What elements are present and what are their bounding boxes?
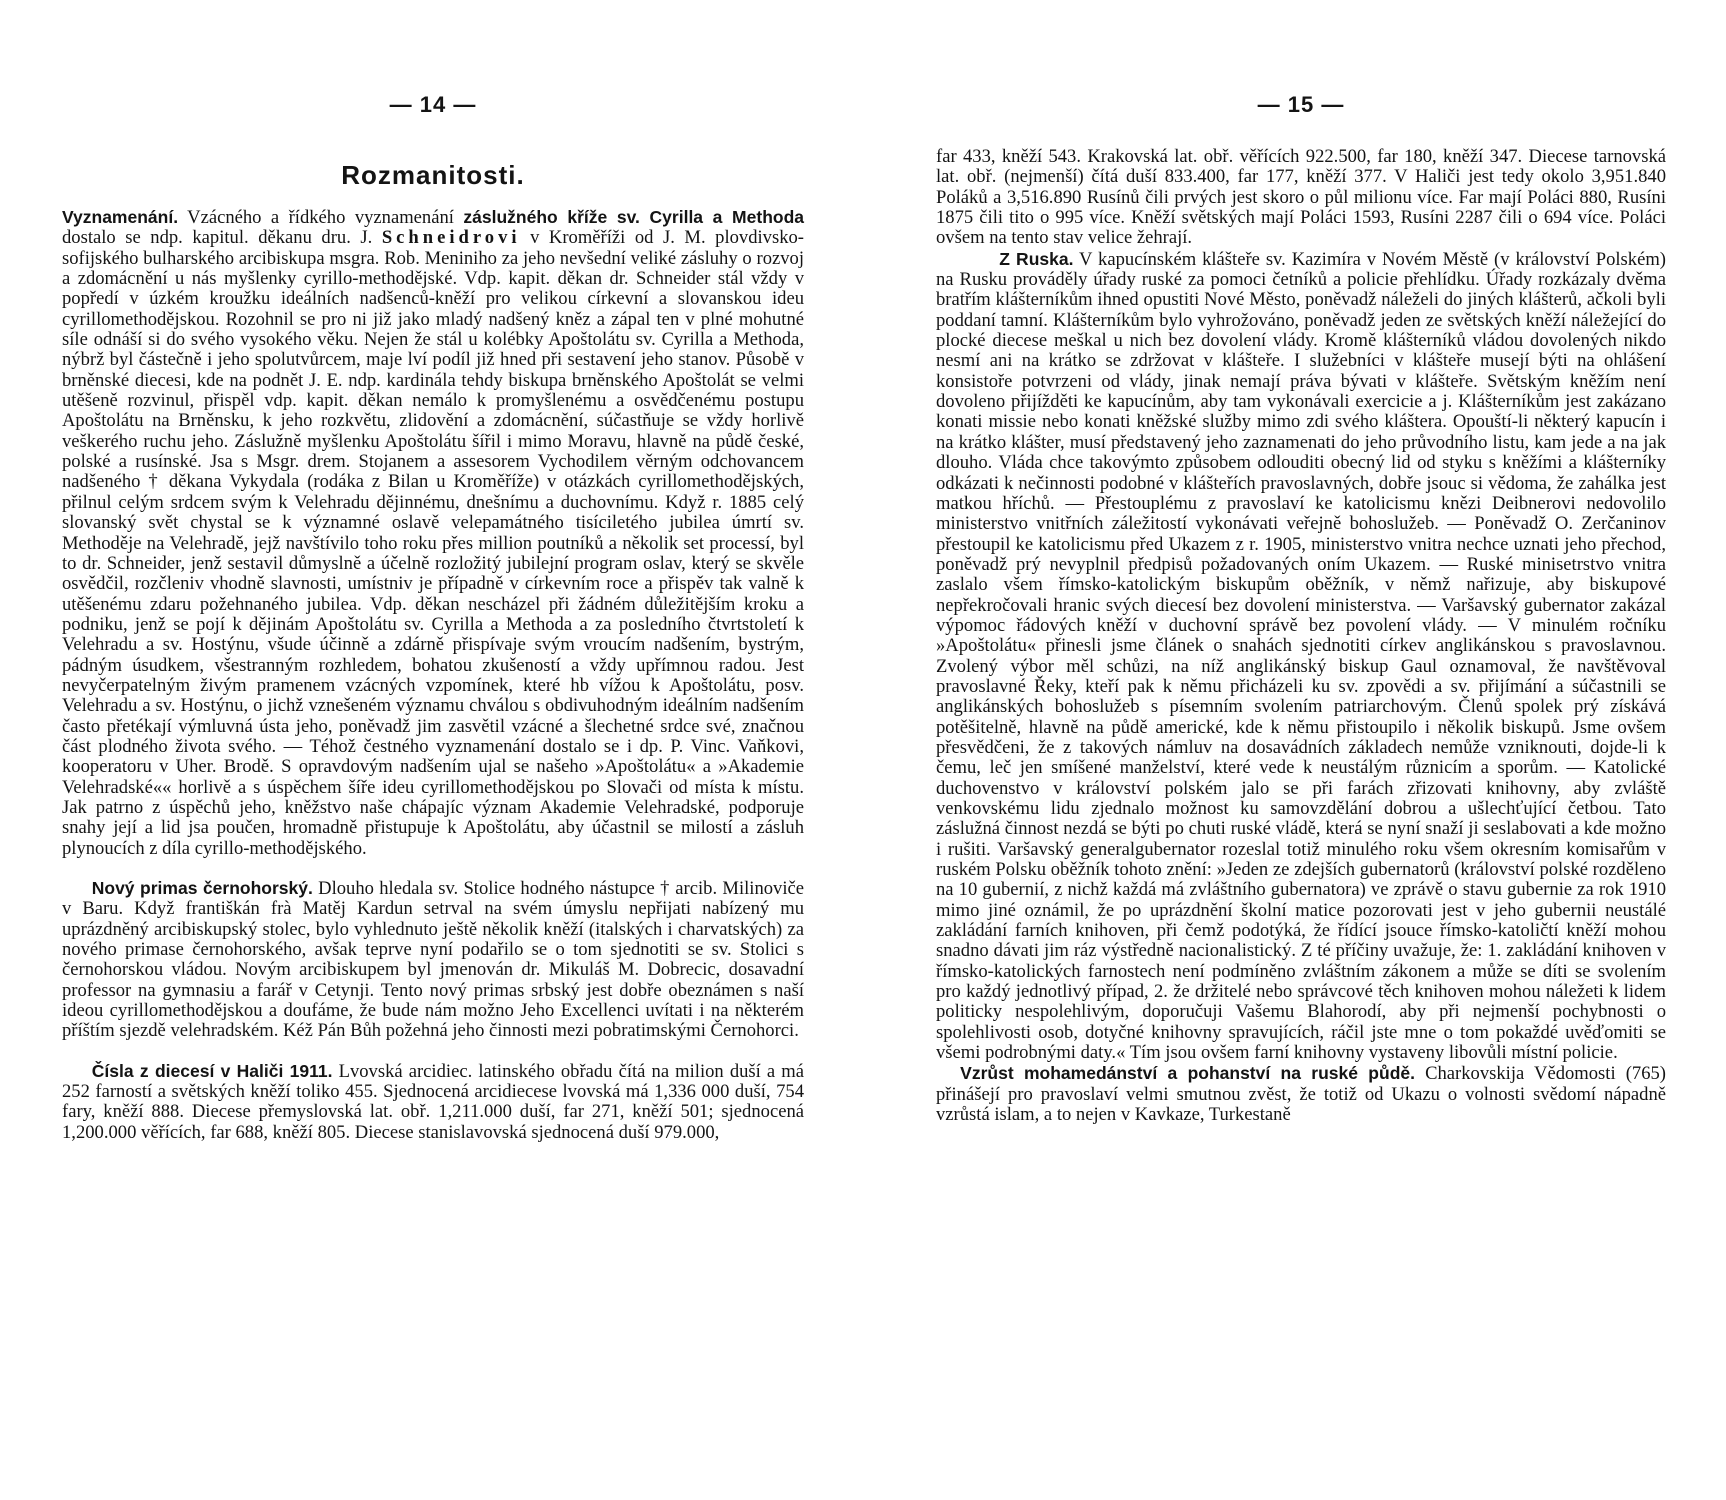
- article-cisla: [62, 1061, 804, 1143]
- article-text: v Kroměříži od J. M. plovdivsko-sofijského bulharského arcibiskupa msgra. Rob. Meniniho za jeho nevšední veliké zásluhy o rozvoj a zdomácnění u nás myšlenky cyrillo-methodějské. Vdp. kapit. děkan dr. Schneider stál vždy v popředí v úzkém kroužku ideálních nadšenců-kněží pro velikou církevní a slovanskou ideu cyrillomethodějskou. Rozohnil se pro ni již jako mladý nadšený kněz a zápal ten v plné mohutné síle odnáší si do svého vysokého věku. Nejen že stál u kolébky Apoštolátu sv. Cyrilla a Methoda, nýbrž byl částečně i jeho spolutvůrcem, maje lví podíl již hned při sestavení jeho stanov. Působě v brněnské diecesi, kde na podnět J. E. ndp. kardinála tehdy biskupa brněnského Apoštolát se velmi utěšeně rozvinul, přispěl vdp. kapit. děkan nemálo k promyšlenému a osvědčenému postupu Apoštolátu na Brněnsku, k jeho rozkvětu, zlidovění a zdomácnění, súčastňuje se vždy horlivě veškerého ruchu jeho. Záslužně myšlenku Apoštolátu šířil i mimo Moravu, hlavně na půdě české, polské a rusínské. Jsa s Msgr. drem. Stojanem a assesorem Vychodilem věrným odchovancem nadšeného † děkana Vykydala (rodáka z Bilan u Kroměříže) v otázkách cyrillomethodějských, přilnul celým srdcem svým k Velehradu dějinnému, dnešnímu a duchovnímu. Když r. 1885 celý slovanský svět chystal se k významné oslavě velepamátného tisíciletého jubilea úmrtí sv. Methoděje na Velehradě, jejž navštívilo toho roku přes million poutníků a několik set processí, byl to dr. Schneider, jenž sestavil důmyslně a účelně rozložitý jubilejní program oslav, který se skvěle osvědčil, rozčleniv vhodně slavnosti, umístniv je případně v církevním roce a přispěv tak valně k utěšenému zdaru požehnaného jubilea. Vdp. děkan nescházel při žádném důležitějším kroku a podniku, jenž se pojí k dějinám Apoštolátu sv. Cyrilla a Methoda a za posledního čtvrtstoletí k Velehradu a sv. Hostýnu, všude účinně a zdárně přispívaje svým vroucím nadšením, bystrým, pádným úsudkem, všestranným rozhledem, bohatou zkušeností a vždy upřímnou radou. Jest nevyčerpatelným živým pramenem vzácných vzpomínek, které hb vížou k Apoštolátu, posv. Velehradu a sv. Hostýnu, o jichž vznešeném významu chválou s obdivuhodným ideálním nadšením často přetékají výmluvná ústa jeho, poněvadž jim zasvětil vzácné a šlechetné srdce své, značnou část plodného života svého. — Téhož čestného vyznamenání dostalo se i dp. P. Vinc. Vaňkovi, kooperatoru v Uher. Brodě. S opravdovým nadšením ujal se našeho »Apoštolátu« a »Akademie Velehradské«« horlivě a s úspěchem šíře ideu cyrillomethodějskou po Slovači od místa k místu. Jak patrno z úspěchů jeho, kněžstvo naše chápajíc význam Akademie Velehradské, podporuje snahy její a lid jsa poučen, hromadně přistupuje k Apoštolátu, aby účastnil se milostí a zásluh plynoucích z díla cyrillo-methodějského.: [62, 227, 804, 859]
- article-emphasis: záslužného kříže sv. Cyrilla a Methoda: [463, 207, 804, 227]
- article-heading: Vyznamenání.: [62, 207, 179, 227]
- article-heading: Nový primas černohorský.: [91, 878, 313, 898]
- article-text: Charkovskija Vědomosti (765) přinášejí pro pravoslaví velmi smutnou zvěst, že totiž od Ukazu o volnosti svědomí nápadně vzrůstá islam, a to nejen v Kavkaze, Turkestaně: [936, 1063, 1666, 1126]
- article-heading: Čísla z diecesí v Haliči 1911.: [91, 1060, 333, 1081]
- article-primas: [62, 878, 804, 1042]
- page-title: Rozmanitosti.: [341, 160, 525, 190]
- page-number: — 14 —: [389, 92, 477, 117]
- spaced-name: Schneidrovi: [381, 227, 521, 249]
- article-text: V kapucínském klášteře sv. Kazimíra v Novém Městě (v království Polském) na Rusku prováděly úřady ruské za pomoci četníků a policie přehlídku. Úřady rozkázaly dvěma bratřím klášterníkům ihned opustiti Nové Město, poněvadž náleželi do jiných klášterů, ačkoli byli poddaní tamní. Klášterníkům bylo vyhrožováno, poněvadž jeden ze světských kněží náležející do plocké diecese meškal u nich bez dovolení vlády. Kromě klášterníků vládou dovolených nikdo nesmí ani na krátko se zdržovat v klášteře. I služebníci v klášteře musejí býti na ohlášení konsistoře potvrzeni od vlády, jinak nemají práva bývati v klášteře. Světským kněžím není dovoleno přijížděti ke kapucínům, aby tam vykonávali exercicie a j. Klášterníkům jest zakázano konati missie nebo konati kněžské služby mimo zdi svého kláštera. Opouští-li některý kapucín i na krátko klášter, musí představený jeho zaznamenati do jeho průvodního listu, kam jede a na jak dlouho. Vláda chce takovýmto způsobem odlouditi obecný lid od styku s kněžími a klášterníky odkázati k nečinnosti podobné v klášteřích pravoslavných, dobře jsouc si vědoma, že zahálka jest matkou hříchů. — Přestouplému z pravoslaví ke katolicismu knězi Deibnerovi nedovolilo ministerstvo vnitřních záležitostí vykonávati veřejně bohoslužeb. — Poněvadž O. Zerčaninov přestoupil ke katolicismu před Ukazem z r. 1905, ministerstvo vnitra nechce uznati jeho přechod, poněvadž prý nevyplnil předpisů požadovaných oním Ukazem. — Ruské minisetrstvo vnitra zaslalo všem římsko-katolickým biskupům oběžník, v němž nařizuje, aby biskupové nepřekročovali hranic svých diecesí bez dovolení ministerstva. — Varšavský gubernator zakázal výpomoc řádových kněží v duchovní správě bez povolení vlády. — V minulém ročníku »Apoštolátu« přinesli jsme článek o snahách sjednotiti církev anglikánskou s pravoslavnou. Zvolený výbor měl schůzi, na níž anglikánský biskup Gaul oznamoval, že navštěvoval pravoslavné Řeky, kteří pak k němu přicházeli ku sv. zpovědi a sv. přijímání a súčastnili se anglikánských bohoslužeb s písemním svolením patriarchovým. Členů spolek prý získává potěšitelně, hlavně na půdě americké, kde k němu přistoupilo i několik biskupů. Jsme ovšem přesvědčeni, že z takových námluv na dosavádních základech nemůže vzniknouti, dojde-li k čemu, leč jen smíšené manželství, které vede k neustálým různicím a sporům. — Katolické duchovenstvo v království polském jalo se při farách zřizovati knihovny, aby zvláště venkovskému lidu zjednalo možnost ku samovzdělání dobrou a ušlechťující četbou. Tato záslužná činnost nezdá se býti po chuti ruské vládě, která se nyní snaží ji seslabovati a kde možno i rušiti. Varšavský generalgubernator rozeslal totiž minulého roku všem okresním komisařům v ruském Polsku oběžník tohoto znění: »Jeden ze zdejších gubernatorů (království polské rozděleno na 10 gubernií, z nichž každá má zvláštního gubernatora) ve zprávě o stavu gubernie za rok 1910 mimo jiné oznámil, že po uprázdnění školní matice pozorovati jest v jeho gubernii neustálé zakládání farních knihoven, při čemž podotýká, že řídící jsouce římsko-katoličtí kněží mohou snadno dávati jim ráz výstředně nacionalistický. Z té příčiny uvažuje, že: 1. zakládání knihoven v římsko-katolických farnostech není podmíněno zvláštním zákonem a může se díti se svolením pro každý jednotlivý případ, 2. že držitelé nebo správcové těch knihoven mohou náležeti k lidem politicky nespolehlivým, doporučuji Vašemu Blahorodí, aby při nejmenší pochybnosti o spolehlivosti osob, dotyčné knihovny spravujících, ráčil jste mne o tom pokaždé uvěďomiti se všemi podrobnými daty.« Tím jsou ovšem farní knihovny vystaveny libovůli místní policie.: [936, 248, 1666, 1064]
- article-text: dostalo se ndp. kapitul. děkanu dru. J.: [62, 227, 382, 249]
- right-page-text: [936, 147, 1666, 1126]
- article-vzrust: [936, 1063, 1666, 1125]
- article-heading: Vzrůst mohamedánství a pohanství na ruské půdě.: [960, 1063, 1415, 1084]
- article-vyznamenani: [62, 207, 804, 859]
- article-heading: Z Ruska.: [999, 248, 1074, 269]
- article-continuation: far 433, kněží 543. Krakovská lat. obř. věřících 922.500, far 180, kněží 347. Diecese tarnovská lat. obř. (nejmenší) čítá duší 833.400, far 177, kněží 377. V Haliči jest tedy okolo 3,951.840 Poláků a 3,516.890 Rusínů čili prvých jest skoro o půl milionu více. Far mají Poláci 880, Rusíni 1875 čili tito o 995 více. Kněží světských mají Poláci 1593, Rusíni 2287 čili o 694 více. Poláci ovšem na tento stav velice žehrají.: [936, 146, 1666, 249]
- article-z-ruska: [936, 249, 1666, 1064]
- article-text: Lvovská arcidiec. latinského obřadu čítá na milion duší a má 252 farností a světských kněží toliko 455. Sjednocená arcidiecese lvovská má 1,336 000 duší, 754 fary, kněží 888. Diecese přemyslovská lat. obř. 1,211.000 duší, far 271, kněží 501; sjednocená 1,200.000 věřících, far 688, kněží 805. Diecese stanislavovská sjednocená duší 979.000,: [62, 1060, 804, 1143]
- article-text: Dlouho hledala sv. Stolice hodného nástupce † arcib. Milinoviče v Baru. Když františkán frà Matěj Kardun setrval na svém úmyslu nepřijati nabízený mu uprázdněný arcibiskupský stolec, bylo vyhlednuto ještě několik kněží (italských i charvatských) za nového primase černohorského, avšak teprve nyní podařilo se o tom sjednotiti se sv. Stolici s černohorskou vládou. Novým arcibiskupem byl jmenován dr. Mikuláš M. Dobrecic, dosavadní professor na gymnasiu a farář v Cetynji. Tento nový primas srbský jest dobře obeznámen s naší ideou cyrillomethodějskou a doufáme, že bude nám možno Jeho Excellenci uvítati i na některém příštím sjezdě velehradském. Kéž Pán Bůh požehná jeho činnosti mezi pobratimskými Černohorci.: [62, 878, 805, 1042]
- page-number: — 15 —: [1257, 92, 1345, 117]
- left-page-text: [62, 207, 804, 1143]
- article-text: Vzácného a řídkého vyznamenání: [178, 207, 464, 228]
